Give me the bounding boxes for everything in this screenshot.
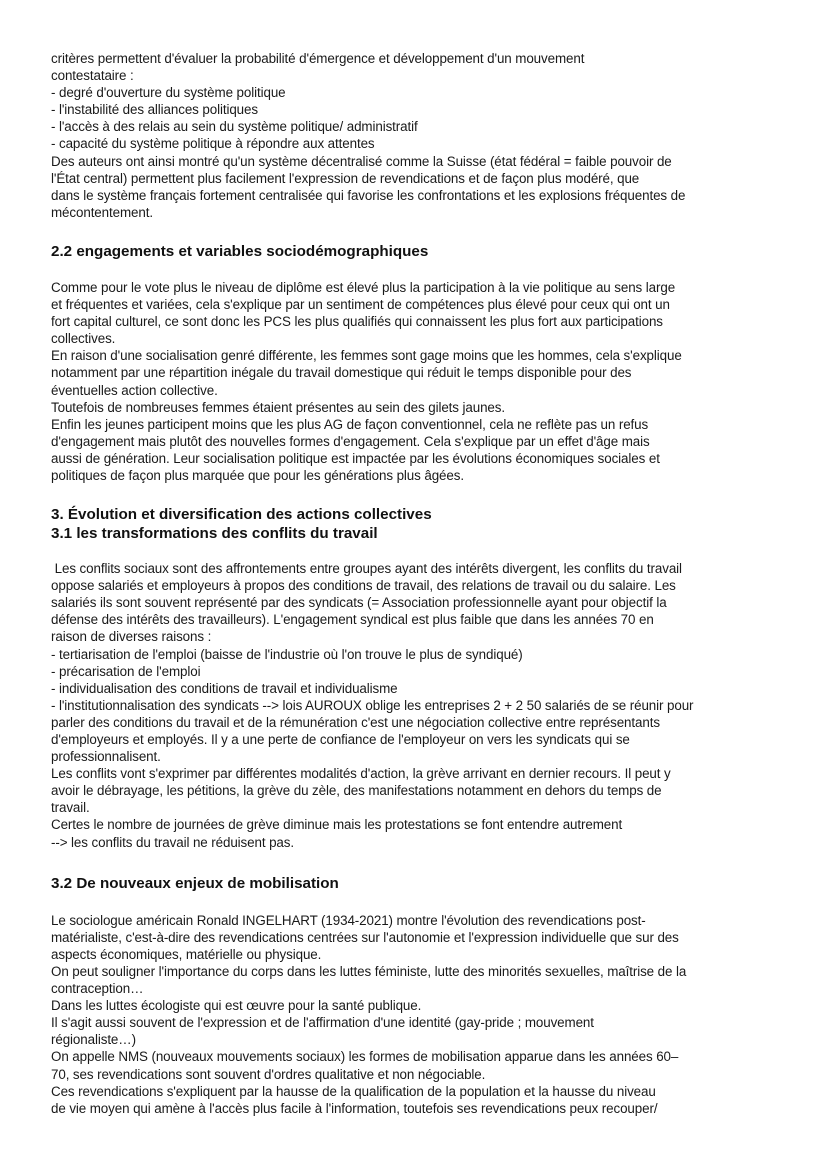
text-line: Toutefois de nombreuses femmes étaient présentes au sein des gilets jaunes. (51, 399, 505, 415)
section-heading-2-2: 2.2 engagements et variables sociodémographiques (51, 242, 429, 260)
text-line: matérialiste, c'est-à-dire des revendications centrées sur l'autonomie et l'expression individuelle que sur des (51, 929, 679, 945)
text-line: et fréquentes et variées, cela s'explique par un sentiment de compétences plus élevé pour ceux qui ont un (51, 297, 670, 313)
text-line: fort capital culturel, ce sont donc les PCS les plus qualifiés qui connaissent les plus fort aux participations (51, 314, 663, 330)
list-item: - tertiarisation de l'emploi (baisse de l'industrie où l'on trouve le plus de syndiqué) (51, 646, 523, 662)
text-line: Certes le nombre de journées de grève diminue mais les protestations se font entendre autrement (51, 817, 623, 833)
text-line: oppose salariés et employeurs à propos des conditions de travail, des relations de travail ou du salaire. Les (51, 578, 676, 594)
text-line: notamment par une répartition inégale du travail domestique qui réduit le temps disponible pour des (51, 365, 632, 381)
text-line: régionaliste…) (51, 1032, 136, 1048)
text-line: défense des intérêts des travailleurs). L'engagement syndical est plus faible que dans les années 70 en (51, 612, 654, 628)
text-line: raison de diverses raisons : (51, 629, 212, 645)
text-line: Les conflits sociaux sont des affrontements entre groupes ayant des intérêts divergent, les conflits du travail (51, 561, 682, 577)
text-line: avoir le débrayage, les pétitions, la grève du zèle, des manifestations notamment en dehors du temps de (51, 783, 662, 799)
text-line: On appelle NMS (nouveaux mouvements sociaux) les formes de mobilisation apparue dans les années 60– (51, 1049, 679, 1065)
text-line: --> les conflits du travail ne réduisent pas. (51, 834, 294, 850)
section-3-heading-group (51, 505, 781, 543)
text-line: professionnalisent. (51, 749, 161, 765)
list-item: - précarisation de l'emploi (51, 663, 201, 679)
list-item: - individualisation des conditions de travail et individualisme (51, 680, 398, 696)
list-item: - l'institutionnalisation des syndicats --> lois AUROUX oblige les entreprises 2 + 2 50 salariés de se réunir pour (51, 697, 694, 713)
section-heading-3-1: 3.1 les transformations des conflits du travail (51, 525, 378, 543)
text-line: Dans les luttes écologiste qui est œuvre pour la santé publique. (51, 998, 422, 1014)
list-item: - l'accès à des relais au sein du système politique/ administratif (51, 119, 418, 135)
text-line: parler des conditions du travail et de la rémunération c'est une négociation collective entre représentants (51, 714, 660, 730)
text-line: travail. (51, 800, 90, 816)
section-2-2-body (51, 279, 781, 484)
text-line: On peut souligner l'importance du corps dans les luttes féministe, lutte des minorités sexuelles, maîtrise de la (51, 963, 687, 979)
text-line: Le sociologue américain Ronald INGELHART (1934-2021) montre l'évolution des revendications post- (51, 912, 646, 928)
list-item: - capacité du système politique à répondre aux attentes (51, 136, 375, 152)
text-line: d'engagement mais plutôt des nouvelles formes d'engagement. Cela s'explique par un effet d'âge mais (51, 433, 650, 449)
text-line: salariés ils sont souvent représenté par des syndicats (= Association professionnelle ayant pour objectif la (51, 595, 667, 611)
text-line: mécontentement. (51, 204, 153, 220)
text-line: d'employeurs et employés. Il y a une perte de confiance de l'employeur on vers les syndicats qui se (51, 732, 630, 747)
text-line: 70, ses revendications sont souvent d'ordres qualitative et non négociable. (51, 1066, 486, 1082)
document-page (51, 50, 781, 1117)
text-line: éventuelles action collective. (51, 382, 218, 398)
text-line: contraception… (51, 981, 144, 997)
text-line: de vie moyen qui amène à l'accès plus facile à l'information, toutefois ses revendications peux recouper/ (51, 1100, 658, 1116)
text-line: Il s'agit aussi souvent de l'expression et de l'affirmation d'une identité (gay-pride ; mouvement (51, 1015, 594, 1031)
text-line: collectives. (51, 331, 116, 347)
text-line: dans le système français fortement centralisée qui favorise les confrontations et les explosions fréquentes de (51, 187, 686, 203)
text-line: Enfin les jeunes participent moins que les plus AG de façon conventionnel, cela ne reflète pas un refus (51, 416, 649, 432)
intro-paragraph-block (51, 50, 781, 221)
text-line: Ces revendications s'expliquent par la hausse de la qualification de la population et la hausse du niveau (51, 1083, 656, 1099)
text-line: aspects économiques, matérielle ou physique. (51, 946, 322, 962)
section-3-2-body (51, 912, 781, 1117)
text-line: politiques de façon plus marquée que pour les générations plus âgées. (51, 467, 464, 483)
text-line: l'État central) permettent plus facilement l'expression de revendications et de façon plus modéré, que (51, 170, 640, 186)
section-3-1-body (51, 560, 781, 851)
text-line: aussi de génération. Leur socialisation politique est impactée par les évolutions économiques sociales et (51, 450, 660, 466)
text-line: contestataire : (51, 68, 134, 84)
section-heading-3-2: 3.2 De nouveaux enjeux de mobilisation (51, 874, 339, 892)
text-line: Les conflits vont s'exprimer par différentes modalités d'action, la grève arrivant en dernier recours. Il peut y (51, 766, 671, 782)
text-line: Des auteurs ont ainsi montré qu'un système décentralisé comme la Suisse (état fédéral = faible pouvoir de (51, 153, 672, 169)
list-item: - l'instabilité des alliances politiques (51, 102, 258, 118)
text-line: En raison d'une socialisation genré différente, les femmes sont gage moins que les hommes, cela s'explique (51, 348, 682, 364)
section-heading-3: 3. Évolution et diversification des actions collectives (51, 506, 432, 524)
list-item: - degré d'ouverture du système politique (51, 85, 286, 101)
text-line: Comme pour le vote plus le niveau de diplôme est élevé plus la participation à la vie politique au sens large (51, 279, 676, 295)
text-line: critères permettent d'évaluer la probabilité d'émergence et développement d'un mouvement (51, 51, 585, 66)
